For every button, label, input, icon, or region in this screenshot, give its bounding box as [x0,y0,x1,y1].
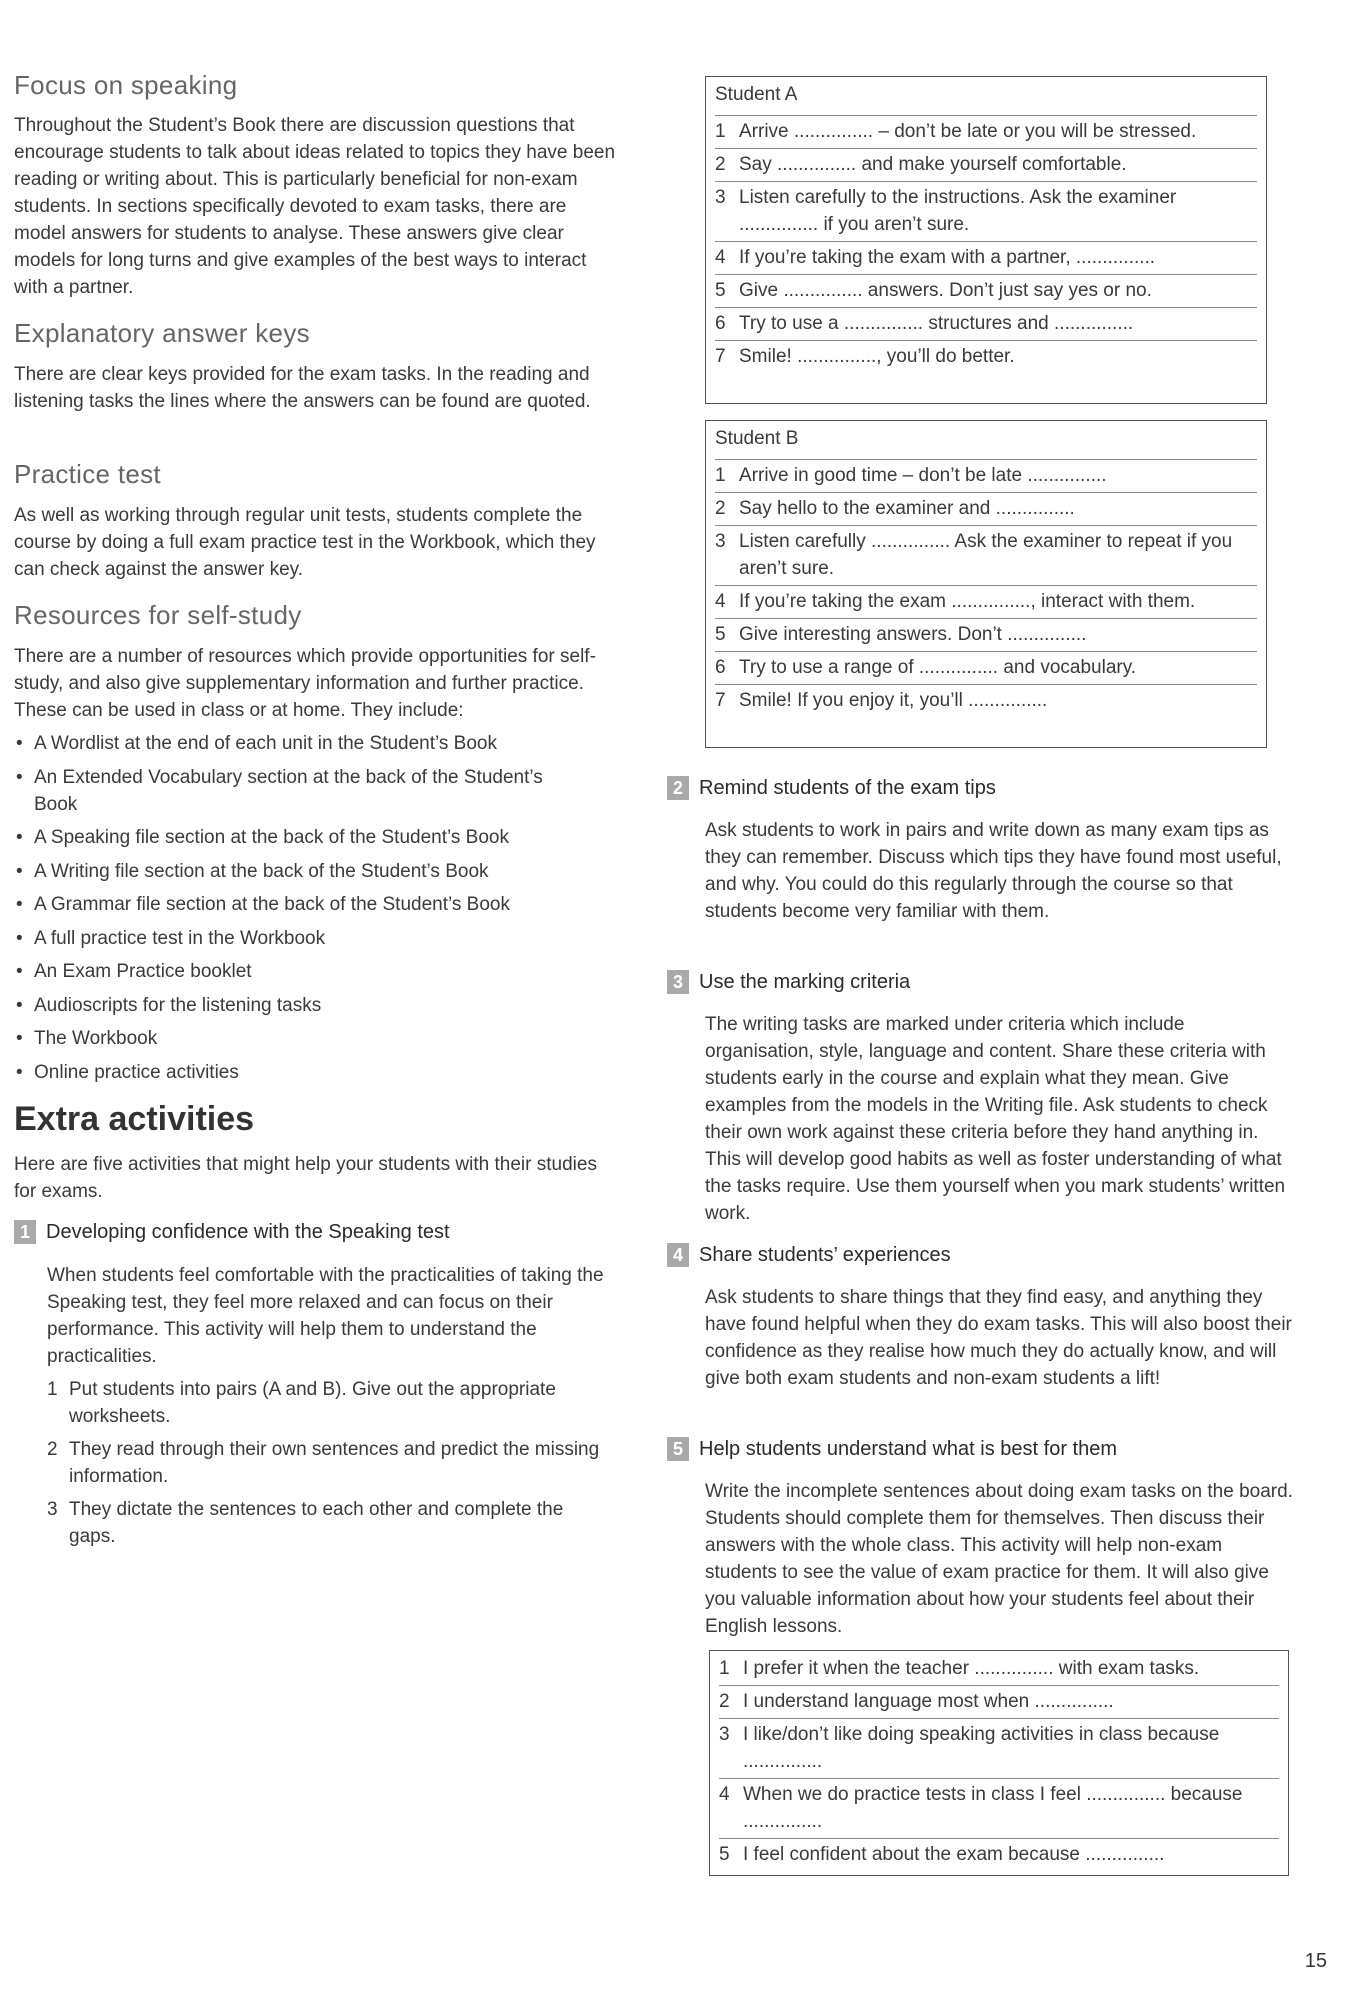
activity-4-text: Ask students to share things that they find easy, and anything they have found helpful when they do exam tasks. This will also boost their confidence as they realise how much they do actually know, and will give both exam students and non-exam students a lift! [705,1287,1292,1389]
table-row: 5 Give interesting answers. Don’t ............... [715,618,1257,651]
activity-4-title [667,1243,951,1267]
table-row: 3 Listen carefully to the instructions. Ask the examiner ............... if you aren’t sure. [715,181,1257,241]
table-row: 4 If you’re taking the exam with a partner, ............... [715,241,1257,274]
table-row: 6 Try to use a range of ............... and vocabulary. [715,651,1257,684]
table-row: 3 Listen carefully ............... Ask the examiner to repeat if you aren’t sure. [715,525,1257,585]
student-a-box [705,76,1267,404]
practice-test-text: As well as working through regular unit tests, students complete the course by doing a full exam practice test in the Workbook, which they can check against the answer key. [14,505,596,580]
list-item: • A full practice test in the Workbook [14,925,574,952]
activity-title-text: Remind students of the exam tips [699,776,996,799]
table-row: 5 I feel confident about the exam because ............... [719,1838,1279,1871]
list-item: • A Grammar file section at the back of the Student’s Book [14,891,574,918]
practice-test-heading: Practice test [14,459,161,489]
activity-number-badge: 3 [667,970,689,994]
list-item: 1 Put students into pairs (A and B). Give out the appropriate worksheets. [47,1379,556,1427]
list-item: 3 They dictate the sentences to each other and complete the gaps. [47,1499,564,1547]
student-a-header: Student A [715,84,798,105]
extra-activities-text: Here are five activities that might help your students with their studies for exams. [14,1154,597,1202]
activity-number-badge: 1 [14,1220,36,1244]
list-item: • Online practice activities [14,1059,574,1086]
list-item: • Audioscripts for the listening tasks [14,992,574,1019]
student-b-header: Student B [715,428,799,449]
table-row: 1 Arrive ............... – don’t be late or you will be stressed. [715,115,1257,148]
list-item: 2 They read through their own sentences and predict the missing information. [47,1439,600,1487]
activity-number-badge: 2 [667,776,689,800]
activity-number-badge: 4 [667,1243,689,1267]
self-study-text: There are a number of resources which provide opportunities for self-study, and also give supplementary information and further practice. These can be used in class or at home. They include: [14,646,596,721]
table-row: 6 Try to use a ............... structures and ............... [715,307,1257,340]
list-item: • A Speaking file section at the back of the Student’s Book [14,824,574,851]
activity-title-text: Developing confidence with the Speaking test [46,1220,450,1243]
page-number: 15 [1304,1950,1327,1972]
resources-list [14,730,574,1092]
table-row: 1 I prefer it when the teacher ............... with exam tasks. [719,1658,1200,1679]
sentences-box [709,1650,1289,1876]
table-row: 4 If you’re taking the exam ..............., interact with them. [715,585,1257,618]
table-row: 4 When we do practice tests in class I feel ............... because ............... [719,1778,1279,1838]
list-item: • An Extended Vocabulary section at the back of the Student’s Book [14,764,574,818]
activity-number-badge: 5 [667,1437,689,1461]
activity-5-title [667,1437,1117,1461]
list-item: • A Writing file section at the back of the Student’s Book [14,858,574,885]
activity-title-text: Use the marking criteria [699,970,911,993]
table-row: 3 I like/don’t like doing speaking activities in class because ............... [719,1718,1279,1778]
focus-speaking-heading: Focus on speaking [14,70,238,100]
focus-speaking-text: Throughout the Student’s Book there are discussion questions that encourage students to talk about ideas related to topics they have been reading or writing about. This is particularly beneficial for non-exam students. In sections specifically devoted to exam tasks, there are model answers for students to analyse. These answers give clear models for long turns and give examples of the best ways to interact with a partner. [14,115,616,298]
answer-keys-heading: Explanatory answer keys [14,318,310,348]
activity-title-text: Help students understand what is best for them [699,1437,1118,1460]
list-item: • An Exam Practice booklet [14,958,574,985]
activity-1-text: When students feel comfortable with the practicalities of taking the Speaking test, they feel more relaxed and can focus on their performance. This activity will help them to understand the practicalities. [47,1265,604,1367]
list-item: • The Workbook [14,1025,574,1052]
table-row: 7 Smile! If you enjoy it, you’ll ............... [715,684,1257,717]
self-study-heading: Resources for self-study [14,600,302,630]
table-row: 2 Say ............... and make yourself comfortable. [715,148,1257,181]
student-b-box [705,420,1267,748]
activity-3-text: The writing tasks are marked under criteria which include organisation, style, language and content. Share these criteria with students early in the course and explain what they mean. Give examples from the models in the Writing file. Ask students to check their own work against these criteria before they hand anything in. This will develop good habits as well as foster understanding of what the tasks require. Use them yourself when you mark students’ written work. [705,1014,1286,1224]
activity-3-title [667,970,910,994]
answer-keys-text: There are clear keys provided for the exam tasks. In the reading and listening tasks the lines where the answers can be found are quoted. [14,364,591,412]
activity-2-text: Ask students to work in pairs and write down as many exam tips as they can remember. Discuss which tips they have found most useful, and why. You could do this regularly through the course so that students become very familiar with them. [705,820,1282,922]
table-row: 1 Arrive in good time – don’t be late ............... [715,459,1257,492]
activity-1-steps [47,1376,607,1556]
activity-2-title [667,776,996,800]
activity-1-title [14,1220,450,1244]
table-row: 7 Smile! ..............., you’ll do better. [715,340,1257,373]
table-row: 2 I understand language most when ............... [719,1685,1279,1718]
extra-activities-heading: Extra activities [14,1100,255,1138]
activity-title-text: Share students’ experiences [699,1243,951,1266]
table-row: 2 Say hello to the examiner and ............... [715,492,1257,525]
activity-5-text: Write the incomplete sentences about doing exam tasks on the board. Students should complete them for themselves. Then discuss their answers with the whole class. This activity will help non-exam students to see the value of exam practice for them. It will also give you valuable information about how your students feel about their English lessons. [705,1481,1293,1637]
table-row: 5 Give ............... answers. Don’t just say yes or no. [715,274,1257,307]
list-item: • A Wordlist at the end of each unit in the Student’s Book [14,730,574,757]
